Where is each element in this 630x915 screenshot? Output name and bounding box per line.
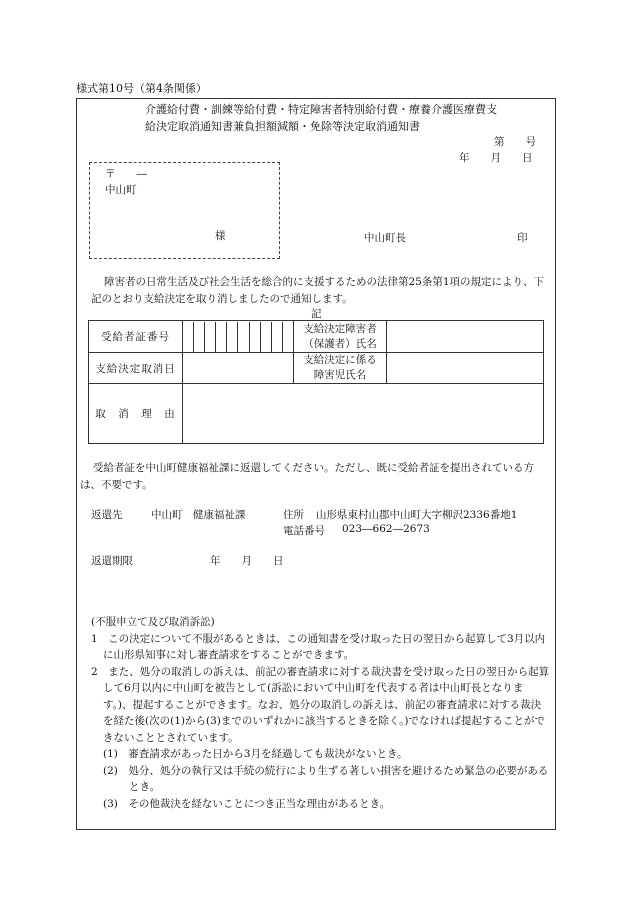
return-notice: 受給者証を中山町健康福祉課に返還してください。ただし、既に受給者証を提出されている方は、不要です。 <box>80 462 534 491</box>
recipient-no-cells <box>183 321 294 353</box>
deadline-date: 年 月 日 <box>210 555 284 567</box>
form-label: 様式第10号（第4条関係） <box>76 82 207 95</box>
person-label-line-1: 支給決定障害者 <box>303 322 377 335</box>
body-text: 障害者の日常生活及び社会生活を総合的に支援するための法律第25条第1項の規定により、下記のとおり支給決定を取り消しましたので通知します。 <box>91 276 545 305</box>
appeal-sub-1: (1) 審査請求があった日から3月を経過しても裁決がないとき。 <box>103 748 408 760</box>
child-label-line-1: 支給決定に係る <box>303 354 377 366</box>
appeal-sub-2: (2) 処分、処分の執行又は手続の続行により生ずる著しい損害を避けるため緊急の必要があるとき。 <box>103 764 549 793</box>
reason-value <box>183 384 544 444</box>
child-label-line-2: 障害児氏名 <box>313 369 367 381</box>
person-label <box>294 321 387 353</box>
title-line-2: 給決定取消通知書兼負担額減額・免除等決定取消通知書 <box>145 120 420 133</box>
seal-mark: 印 <box>517 232 528 244</box>
appeal-item-2: 2 また、処分の取消しの訴えは、前記の審査請求に対する裁決書を受け取った日の翌日から起算して6月以内に中山町を被告として(訴訟において中山町を代表する者は中山町長となります。)、提起することができます。なお、処分の取消しの訴えは、前記の審査請求に対する裁決を経た後(次の(1)から(3)までのいずれかに該当するときを除く。)でなければ提起することができないこととされています。 <box>91 665 550 744</box>
honorific: 様 <box>215 230 226 242</box>
postal-code: 〒 ― <box>105 168 147 180</box>
reason-label: 取 消 理 由 <box>89 384 183 444</box>
return-to-label: 返還先 <box>91 509 123 521</box>
deadline-label: 返還期限 <box>91 555 133 567</box>
cancel-date-label: 支給決定取消日 <box>89 353 183 384</box>
child-label <box>294 353 387 384</box>
number-label: 第 号 <box>494 136 536 148</box>
appeal-item-1: 1 この決定について不服があるときは、この通知書を受け取った日の翌日から起算して3月以内に山形県知事に対し審査請求をすることができます。 <box>91 632 546 661</box>
appeal-sub-3: (3) その他裁決を経ないことにつき正当な理由があるとき。 <box>103 797 391 810</box>
cancel-date-value <box>183 353 294 384</box>
return-addr-label: 住所 <box>283 509 304 521</box>
issuer-name: 中山町長 <box>364 232 406 244</box>
person-name-value <box>387 321 544 353</box>
appeal-section <box>91 614 551 812</box>
return-tel: 023―662―2673 <box>342 523 430 535</box>
info-table <box>88 320 544 444</box>
child-name-value <box>387 353 544 384</box>
return-address: 山形県東村山郡中山町大字柳沢2336番地1 <box>316 509 518 521</box>
appeal-heading: (不服申立て及び取消訴訟) <box>91 616 215 628</box>
title-line-1: 介護給付費・訓練等給付費・特定障害者特別給付費・療養介護医療費支 <box>145 103 497 116</box>
address-town: 中山町 <box>105 184 137 196</box>
return-to-dept: 中山町 健康福祉課 <box>151 509 246 521</box>
recipient-no-label: 受給者証番号 <box>89 321 183 353</box>
ki-heading: 記 <box>311 308 322 320</box>
date-label: 年 月 日 <box>459 152 533 164</box>
return-tel-label: 電話番号 <box>283 525 325 537</box>
person-label-line-2: （保護者）氏名 <box>303 337 377 350</box>
